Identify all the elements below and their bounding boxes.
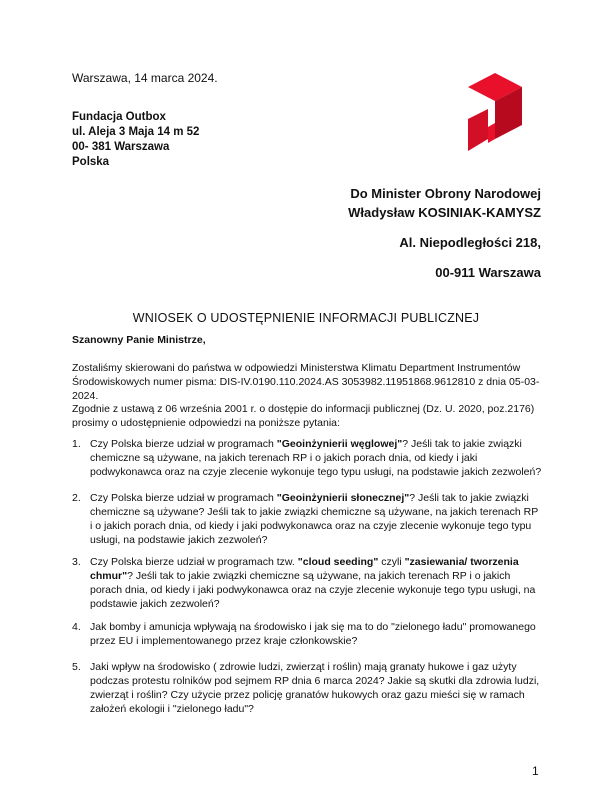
question-number: 1. (72, 438, 81, 450)
question-text: Czy Polska bierze udział w programach tzw. (90, 556, 298, 568)
letter-date: Warszawa, 14 marca 2024. (72, 71, 218, 85)
question-text-cont: ? Jeśli tak to jakie związki chemiczne są używane, na jakich terenach RP i o jakich porach dnia, od kiedy i jaki podwykonawca oraz na czyje zlecenie wykonuje tego typu usługi, na podstawie jakich zezwoleń? (90, 438, 542, 478)
question-number: 5. (72, 661, 81, 673)
question-term: "cloud seeding" (297, 556, 379, 568)
request-paragraph: Zgodnie z ustawą z 06 września 2001 r. o dostępie do informacji publicznej (Dz. U. 2020, poz.2176) prosimy o udostępnienie odpowiedzi na poniższe pytania: (72, 403, 535, 429)
question-term: "Geoinżynierii węglowej" (276, 438, 403, 450)
question-number: 4. (72, 621, 81, 633)
question-number: 2. (72, 492, 81, 504)
sender-address (72, 110, 199, 170)
question-text-cont: ? Jeśli tak to jakie związki chemiczne są używane? Jeśli tak to jakie związki chemiczne są używane, na jakich terenach RP i o jakich porach dnia, od kiedy i jaki podwykonawca oraz na czyje zlecenie wykonuje tego typu usługi, na podstawie jakich zezwoleń? (90, 492, 539, 546)
logo-front-lower (488, 123, 495, 143)
question-item (72, 555, 542, 611)
question-number: 3. (72, 556, 81, 568)
page-number: 1 (532, 764, 539, 778)
question-text-cont: ? Jeśli tak to jakie związki chemiczne są używane, na jakich terenach RP i o jakich porach dnia, od kiedy i jaki podwykonawca oraz na czyje zlecenie wykonuje tego typu usługi, na podstawie jakich zezwoleń? (90, 570, 536, 610)
question-item (72, 437, 542, 479)
sender-city: 00- 381 Warszawa (72, 141, 170, 153)
intro-paragraph: Zostaliśmy skierowani do państwa w odpowiedzi Ministerstwa Klimatu Department Instrumentów Środowiskowych numer pisma: DIS-IV.0190.110.2024.AS 3053982.11951868.9612810 z dnia 05-03-2024. (72, 362, 540, 402)
sender-name: Fundacja Outbox (72, 111, 166, 123)
question-text: Czy Polska bierze udział w programach (90, 492, 277, 504)
recipient-name: Władysław KOSINIAK-KAMYSZ (348, 205, 541, 220)
question-item (72, 660, 542, 716)
question-text: Czy Polska bierze udział w programach (90, 438, 277, 450)
recipient-city: 00-911 Warszawa (435, 265, 541, 280)
question-term: "Geoinżynierii słonecznej" (276, 492, 410, 504)
question-text: Jak bomby i amunicja wpływają na środowisko i jak się ma to do "zielonego ładu" promowanego przez EU i implementowanego przez kraje członkowskie? (90, 621, 536, 647)
question-text-mid: czyli (378, 556, 405, 568)
sender-country: Polska (72, 156, 110, 168)
question-text: Jaki wpływ na środowisko ( zdrowie ludzi, zwierząt i roślin) mają granaty hukowe i gaz użyty podczas protestu rolników pod sejmem RP dnia 6 marca 2024? Jakie są skutki dla zdrowia ludzi, zwierząt i roślin? Czy użycie przez policję granatów hukowych oraz gazu mieści się w ramach założeń ekologii i "zielonego ładu"? (90, 661, 540, 715)
question-term-2: "zasiewania/ tworzenia chmur" (90, 556, 519, 582)
logo-front-face (468, 109, 488, 151)
recipient-title: Do Minister Obrony Narodowej (350, 186, 541, 201)
document-title: WNIOSEK O UDOSTĘPNIENIE INFORMACJI PUBLICZNEJ (132, 311, 480, 325)
red-cube-logo-icon (468, 67, 522, 153)
salutation: Szanowny Panie Ministrze, (72, 334, 206, 346)
recipient-street: Al. Niepodległości 218, (399, 235, 541, 250)
question-item (72, 620, 542, 648)
sender-street: ul. Aleja 3 Maja 14 m 52 (72, 126, 200, 138)
question-item (72, 491, 542, 547)
